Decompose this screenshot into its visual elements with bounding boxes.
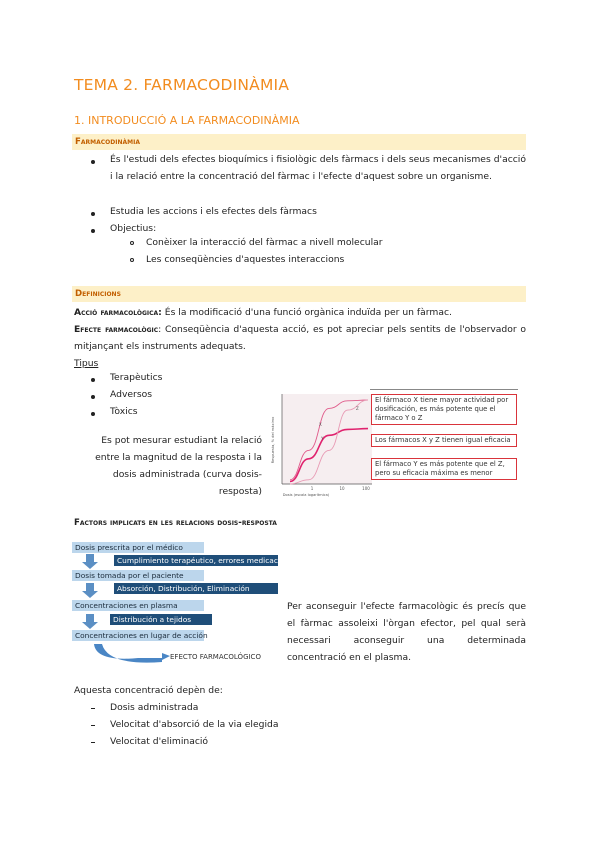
efecte-term: Efecte farmacològic (74, 324, 159, 335)
flow-step-dosis-prescrita: Dosis prescrita por el médico (72, 542, 204, 553)
tipus-item: Tòxics (110, 406, 138, 417)
flow-step-efecto: EFECTO FARMACOLÓGICO (170, 653, 261, 661)
bullet-text-definition: És l'estudi dels efectes bioquímics i fisiològic dels fàrmacs i dels seus mecanismes d'acció i la relació entre la concentració del fàrmac i l'efecte d'aquest sobre un organisme. (110, 154, 526, 182)
dose-response-chart (266, 390, 376, 500)
flow-step-conc-accion: Concentraciones en lugar de acción (72, 630, 204, 641)
factors-heading: Factors implicats en les relacions dosis-resposta (74, 518, 277, 528)
page-title: TEMA 2. FARMACODINÀMIA (74, 76, 290, 94)
curved-arrow-icon (94, 644, 170, 663)
subheading-bar (72, 134, 526, 150)
factors-paragraph: Per aconseguir l'efecte farmacològic és precís que el fàrmac assoleixi l'òrgan efector, pel qual serà necessari aconseguir una determinada concentració en el plasma. (287, 601, 526, 663)
chart-note: El fármaco Y es más potente que el Z, pero su eficacia máxima es menor (371, 458, 517, 480)
x-tick-label: 100 (362, 486, 370, 491)
efecte-text: : Conseqüència d'aquesta acció, es pot apreciar pels sentits de l'observador o mitjançant els instruments adequats. (74, 324, 526, 352)
curve-label-y: Y (321, 436, 324, 441)
definicions-heading: Definicions (75, 289, 121, 299)
circle-bullet-icon (130, 258, 134, 262)
section-heading: 1. INTRODUCCIÓ A LA FARMACODINÀMIA (74, 114, 300, 127)
bullet-icon (91, 212, 95, 216)
curve-label-x: X (319, 422, 322, 427)
bullet-text-studies: Estudia les accions i els efectes dels fàrmacs (110, 206, 317, 217)
down-arrow-icon (82, 583, 98, 598)
definicions-bar (72, 286, 526, 302)
x-tick-label: 1 (310, 486, 314, 491)
bullet-text-objectives: Objectius: (110, 223, 157, 234)
accio-term: Acció farmacològica: (74, 307, 162, 318)
y-axis-label: Respuesta, % del máximo (271, 416, 275, 464)
circle-bullet-icon (130, 241, 134, 245)
bullet-icon (91, 229, 95, 233)
note-divider (370, 389, 518, 390)
x-axis-label: Dosis (escala logarítmica) (282, 493, 330, 497)
subheading-farmacodinamia: Farmacodinàmia (75, 137, 140, 147)
objective-item: Les conseqüències d'aquestes interaccions (146, 254, 345, 265)
objective-item: Conèixer la interacció del fàrmac a nivell molecular (146, 237, 383, 248)
down-arrow-icon (82, 614, 98, 629)
accio-definition (74, 304, 526, 321)
tipus-label: Tipus (74, 358, 99, 369)
tipus-item: Terapèutics (110, 372, 163, 383)
dash-bullet-icon (91, 708, 95, 709)
depen-text: Aquesta concentració depèn de: (74, 685, 223, 696)
bullet-icon (91, 412, 95, 416)
flow-arrows (78, 550, 188, 670)
bullet-icon (91, 378, 95, 382)
dash-bullet-icon (91, 742, 95, 743)
curve-label-z: Z (356, 406, 359, 411)
bullet-icon (91, 395, 95, 399)
flow-step-dosis-tomada: Dosis tomada por el paciente (72, 570, 204, 581)
tipus-item: Adversos (110, 389, 153, 400)
accio-text: És la modificació d'una funció orgànica induïda per un fàrmac. (161, 307, 452, 318)
efecte-definition (74, 321, 526, 355)
depen-item: Dosis administrada (110, 702, 199, 713)
depen-item: Velocitat d'absorció de la via elegida (110, 719, 279, 730)
flow-step-conc-plasma: Concentraciones en plasma (72, 600, 204, 611)
mesura-text: Es pot mesurar estudiant la relació entre la magnitud de la resposta i la dosis administrada (curva dosis-resposta) (95, 435, 262, 497)
flow-step-cumplimiento: Cumplimiento terapéutico, errores medicación (114, 555, 278, 566)
chart-note: Los fármacos X y Z tienen igual eficacia (371, 434, 517, 447)
flow-step-distribucion: Distribución a tejidos (110, 614, 212, 625)
flow-step-absorcion: Absorción, Distribución, Eliminación (114, 583, 278, 594)
down-arrow-icon (82, 554, 98, 569)
dash-bullet-icon (91, 725, 95, 726)
bullet-icon (91, 160, 95, 164)
x-tick-label: 10 (339, 486, 345, 491)
chart-note: El fármaco X tiene mayor actividad por dosificación, es más potente que el fármaco Y o Z (371, 394, 517, 425)
depen-item: Velocitat d'eliminació (110, 736, 209, 747)
